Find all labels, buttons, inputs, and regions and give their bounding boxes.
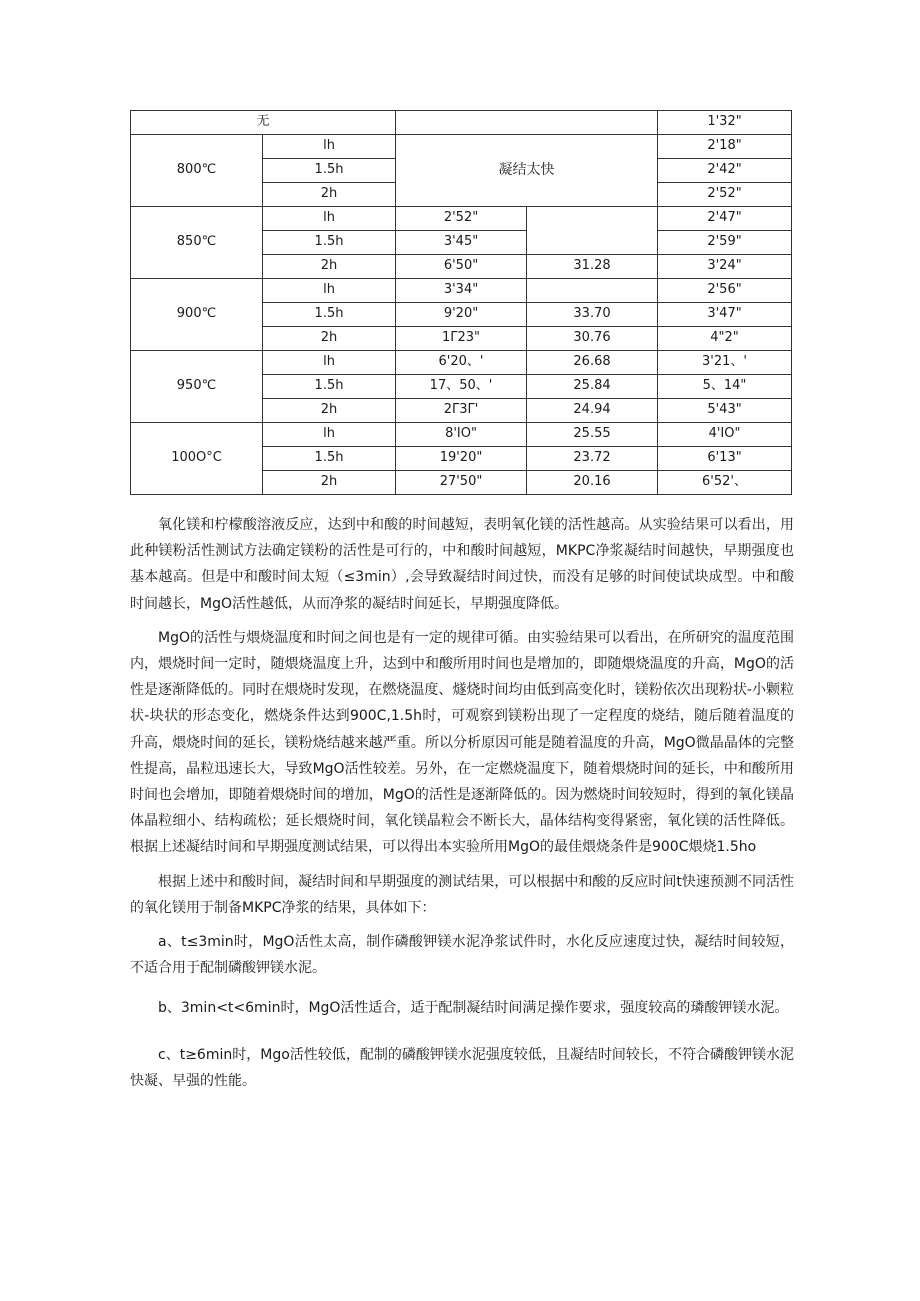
table-cell: 27'50" (396, 471, 527, 495)
paragraph-prediction: 根据上述中和酸时间，凝结时间和早期强度的测试结果，可以根据中和酸的反应时间t快速预测不同活性的氧化镁用于制备MKPC净浆的结果，具体如下： (130, 873, 794, 916)
time-cell: lh (263, 135, 396, 159)
table-cell: 1'32" (658, 111, 792, 135)
table-cell: 4"2" (658, 327, 792, 351)
table-cell: 2'52" (396, 207, 527, 231)
table-cell: 2'56" (658, 279, 792, 303)
time-cell: lh (263, 423, 396, 447)
time-cell: 2h (263, 471, 396, 495)
merged-note-cell: 凝结太快 (396, 135, 658, 207)
table-cell: 33.70 (527, 303, 658, 327)
table-cell: 3'24" (658, 255, 792, 279)
table-cell: 5'43" (658, 399, 792, 423)
table-cell (527, 207, 658, 255)
table-cell: 8'IO" (396, 423, 527, 447)
time-cell: lh (263, 351, 396, 375)
table-cell: 25.55 (527, 423, 658, 447)
table-cell: 17、50、' (396, 375, 527, 399)
table-cell: 无 (131, 111, 396, 135)
paragraph-item-a: a、t≤3min时，MgO活性太高，制作磷酸钾镁水泥净浆试件时，水化反应速度过快，凝结时间较短，不适合用于配制磷酸钾镁水泥。 (130, 934, 794, 977)
table-cell: 3'21、' (658, 351, 792, 375)
table-cell: 26.68 (527, 351, 658, 375)
paragraph-item-c: c、t≥6min时，Mgo活性较低，配制的磷酸钾镁水泥强度较低，且凝结时间较长，不符合磷酸钾镁水泥快凝、早强的性能。 (130, 1046, 794, 1089)
time-cell: lh (263, 207, 396, 231)
table-cell: 19'20" (396, 447, 527, 471)
temp-cell: 850℃ (131, 207, 263, 279)
results-table (130, 110, 792, 495)
table-cell: 5、14" (658, 375, 792, 399)
temp-cell: 800℃ (131, 135, 263, 207)
paragraph-activity: 氧化镁和柠檬酸溶液反应，达到中和酸的时间越短，表明氧化镁的活性越高。从实验结果可以看出，用此种镁粉活性测试方法确定镁粉的活性是可行的，中和酸时间越短，MKPC净浆凝结时间越快，早期强度也基本越高。但是中和酸时间太短（≤3min）,会导致凝结时间过快，而没有足够的时间使试块成型。中和酸时间越长，MgO活性越低，从而净浆的凝结时间延长，早期强度降低。 (130, 517, 794, 612)
time-cell: 2h (263, 399, 396, 423)
table-cell: 1Γ23" (396, 327, 527, 351)
table-cell: 4'IO" (658, 423, 792, 447)
temp-cell: 950℃ (131, 351, 263, 423)
table-cell: 31.28 (527, 255, 658, 279)
table-row (131, 207, 792, 231)
time-cell: 2h (263, 255, 396, 279)
time-cell: 1.5h (263, 375, 396, 399)
table-row (131, 423, 792, 447)
table-cell: 2'18" (658, 135, 792, 159)
table-cell: 3'45" (396, 231, 527, 255)
paragraph-calcination: MgO的活性与煨烧温度和时间之间也是有一定的规律可循。由实验结果可以看出，在所研究的温度范围内，煨烧时间一定时，随煨烧温度上升，达到中和酸所用时间也是增加的，即随煨烧温度的升高，MgO的活性是逐渐降低的。同时在煨烧时发现，在燃烧温度、燧烧时间均由低到高变化时，镁粉依次出现粉状-小颗粒状-块状的形态变化，燃烧条件达到900C,1.5h时，可观察到镁粉出现了一定程度的烧结，随后随着温度的升高，煨烧时间的延长，镁粉烧结越来越严重。所以分析原因可能是随着温度的升高，MgO微晶晶体的完整性提高，晶粒迅速长大，导致MgO活性较差。另外，在一定燃烧温度下，随着煨烧时间的延长，中和酸所用时间也会增加，即随着煨烧时间的增加，MgO的活性是逐渐降低的。因为燃烧时间较短时，得到的氧化镁晶体晶粒细小、结构疏松；延长煨烧时间，氧化镁晶粒会不断长大，晶体结构变得紧密，氧化镁的活性降低。根据上述凝结时间和早期强度测试结果，可以得出本实验所用MgO的最佳煨烧条件是900C煨烧1.5ho (130, 629, 794, 856)
table-row (131, 135, 792, 159)
table-cell: 24.94 (527, 399, 658, 423)
table-row (131, 351, 792, 375)
paragraph-item-b: b、3min<t<6min时，MgO活性适合，适于配制凝结时间满足操作要求，强度较高的璘酸钾镁水泥。 (158, 1000, 789, 1017)
table-cell: 6'50" (396, 255, 527, 279)
time-cell: 1.5h (263, 159, 396, 183)
table-cell: 2'47" (658, 207, 792, 231)
time-cell: 1.5h (263, 303, 396, 327)
time-cell: 2h (263, 327, 396, 351)
body-text (130, 512, 794, 1094)
table-cell: 20.16 (527, 471, 658, 495)
temp-cell: 900℃ (131, 279, 263, 351)
table-cell: 3'34" (396, 279, 527, 303)
table-cell: 6'20、' (396, 351, 527, 375)
table-cell: 3'47" (658, 303, 792, 327)
table-row (131, 279, 792, 303)
table-cell (527, 279, 658, 303)
table-cell: 2'59" (658, 231, 792, 255)
table-cell: 9'20" (396, 303, 527, 327)
time-cell: 2h (263, 183, 396, 207)
time-cell: 1.5h (263, 231, 396, 255)
table-cell: 25.84 (527, 375, 658, 399)
table-cell: 23.72 (527, 447, 658, 471)
time-cell: lh (263, 279, 396, 303)
table-cell (396, 111, 658, 135)
table-cell: 2'42" (658, 159, 792, 183)
table-cell: 2Γ3Γ' (396, 399, 527, 423)
table-cell: 30.76 (527, 327, 658, 351)
table-cell: 6'13" (658, 447, 792, 471)
table-cell: 6'52'、 (658, 471, 792, 495)
table-cell: 2'52" (658, 183, 792, 207)
table-row (131, 111, 792, 135)
temp-cell: 100O°C (131, 423, 263, 495)
time-cell: 1.5h (263, 447, 396, 471)
